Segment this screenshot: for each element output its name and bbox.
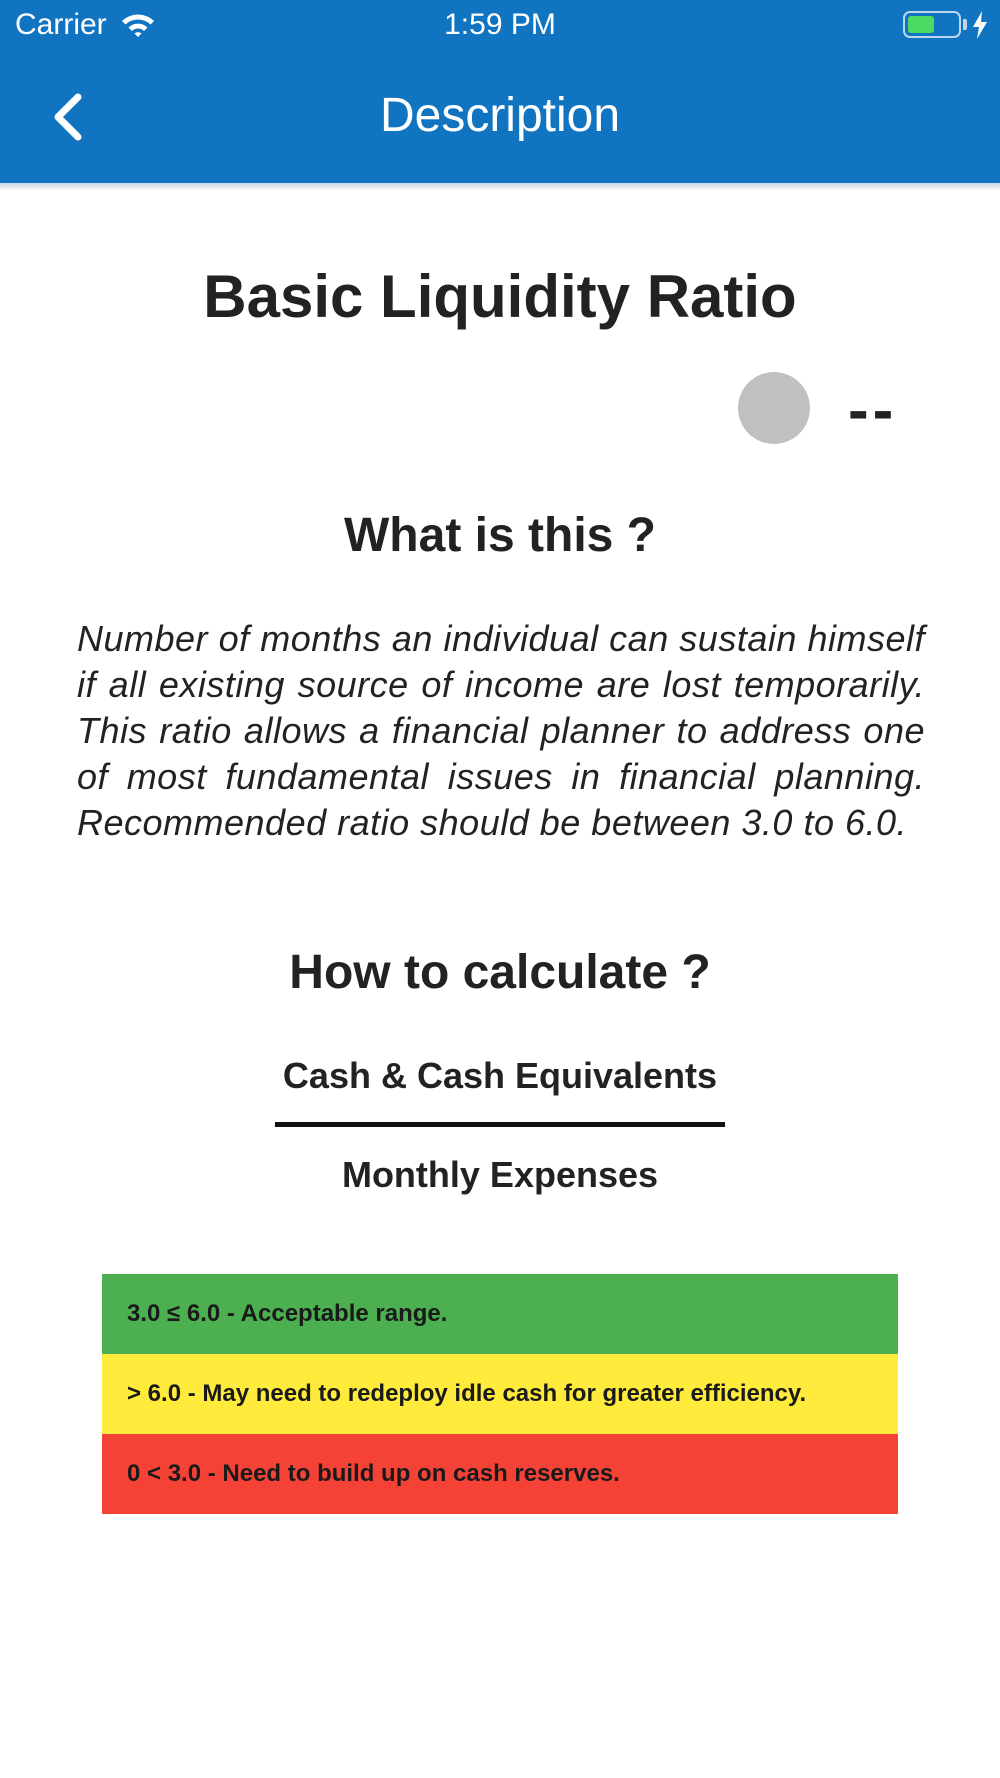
formula-denominator: Monthly Expenses: [341, 1154, 659, 1195]
nav-title: Description: [379, 89, 621, 142]
range-row-high: > 6.0 - May need to redeploy idle cash for greater efficiency.: [102, 1354, 898, 1434]
range-row-low: 0 < 3.0 - Need to build up on cash reserves.: [102, 1434, 898, 1514]
ratio-title: Basic Liquidity Ratio: [203, 263, 797, 330]
status-time: 1:59 PM: [444, 8, 556, 41]
formula-numerator: Cash & Cash Equivalents: [282, 1055, 718, 1096]
charging-bolt-icon: [970, 10, 990, 40]
status-indicator-dot: [738, 372, 810, 444]
ratio-value: --: [848, 376, 898, 445]
battery-tip: [963, 19, 967, 30]
what-is-this-heading: What is this ?: [344, 509, 656, 562]
how-to-calculate-heading: How to calculate ?: [289, 946, 711, 999]
ratio-description: Number of months an individual can sustain himself if all existing source of income are lost temporarily. This ratio allows a financial planner to address one of most fundamental issues in financial planning. Recommended ratio should be between 3.0 to 6.0.: [77, 618, 925, 843]
range-row-acceptable: 3.0 ≤ 6.0 - Acceptable range.: [102, 1274, 898, 1354]
nav-shadow: [0, 183, 1000, 191]
fraction-divider: [275, 1122, 725, 1127]
battery-icon: [903, 11, 961, 38]
status-bar: [0, 0, 1000, 50]
carrier-label: Carrier: [15, 8, 107, 41]
battery-level: [908, 16, 934, 33]
range-table: [102, 1274, 898, 1514]
